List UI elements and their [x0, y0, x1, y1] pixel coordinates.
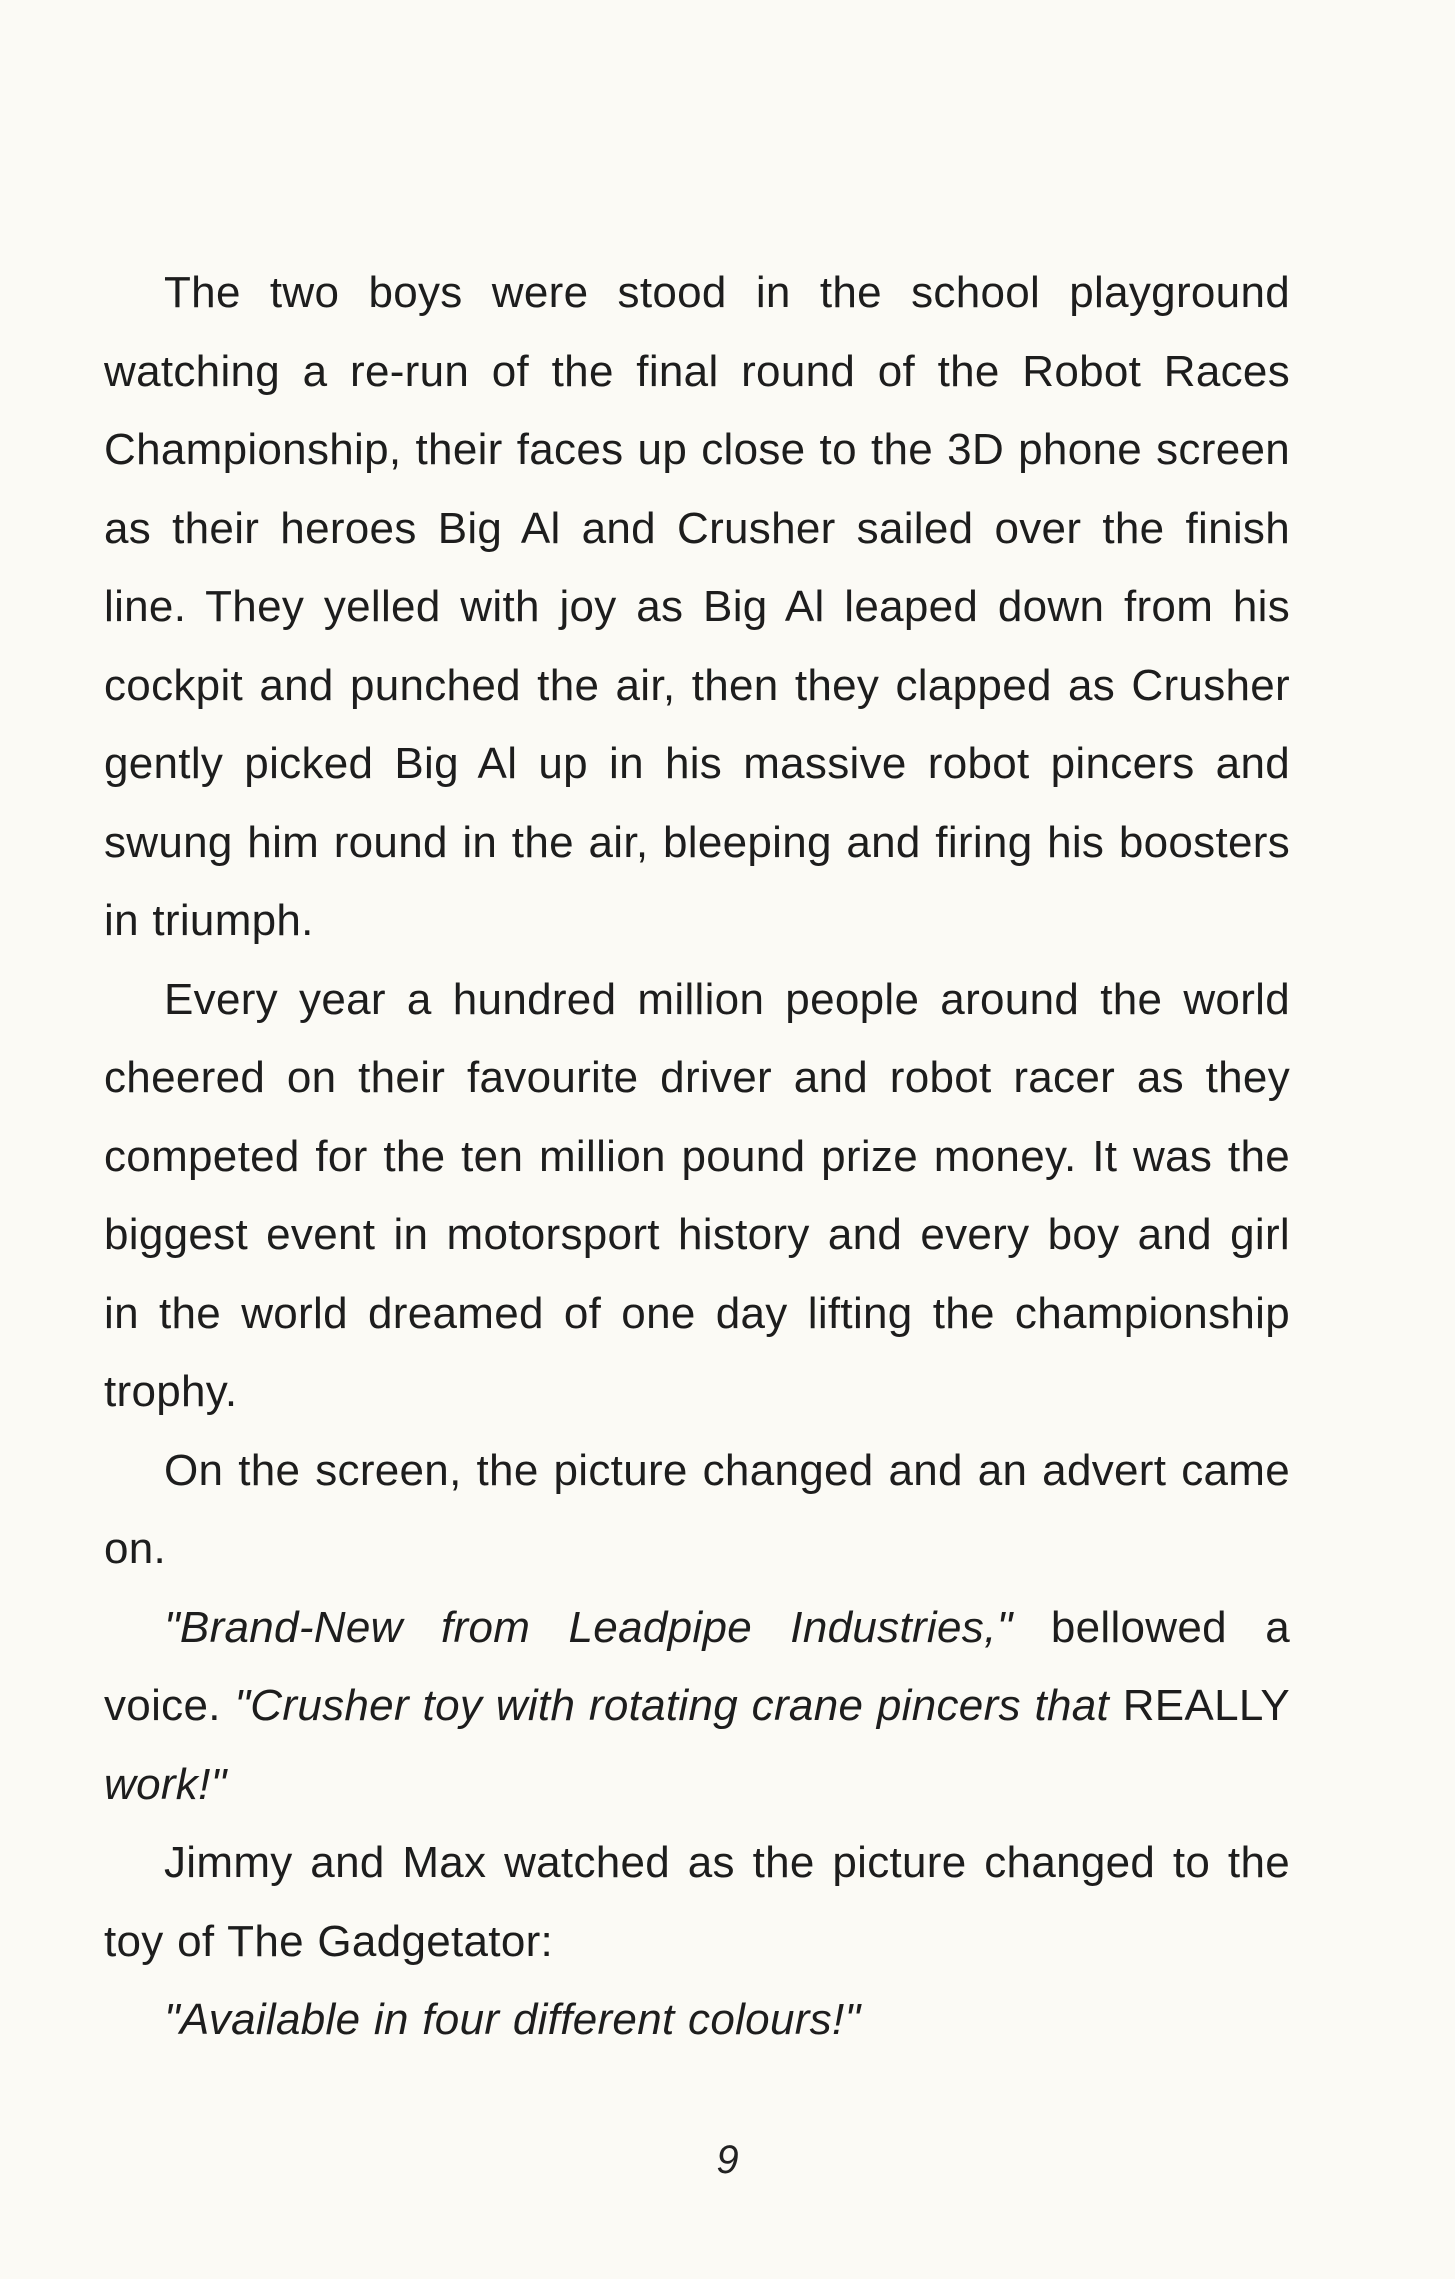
- advert-quote-1: "Brand-New from Leadpipe Industries,": [164, 1602, 1013, 1652]
- advert-quote-2: "Crusher toy with rotating crane pincers that: [234, 1681, 1123, 1730]
- body-text: [104, 254, 1290, 2060]
- narration-bellowed: bellowed a voice.: [104, 1602, 1290, 1730]
- advert-quote-colours: "Available in four different colours!": [164, 1995, 861, 2044]
- paragraph-5: Jimmy and Max watched as the picture changed to the toy of The Gadgetator:: [104, 1838, 1290, 1966]
- paragraph-1: The two boys were stood in the school playground watching a re-run of the final round of the Robot Races Championship, their faces up close to the 3D phone screen as their heroes Big Al and Crusher sailed over the finish line. They yelled with joy as Big Al leaped down from his cockpit and punched the air, then they clapped as Crusher gently picked Big Al up in his massive robot pincers and swung him round in the air, bleeping and firing his boosters in triumph.: [104, 268, 1290, 945]
- paragraph-3: On the screen, the picture changed and an advert came on.: [104, 1445, 1290, 1573]
- paragraph-2: Every year a hundred million people around the world cheered on their favourite driver and robot racer as they competed for the ten million pound prize money. It was the biggest event in motorsport history and every boy and girl in the world dreamed of one day lifting the championship trophy.: [104, 974, 1290, 1416]
- paragraph-4: [104, 1589, 1290, 1825]
- advert-quote-3: work!": [104, 1759, 227, 1809]
- paragraph-6: [104, 1981, 1290, 2060]
- page-number: 9: [716, 2138, 739, 2182]
- emphasis-really: REALLY: [1122, 1681, 1290, 1730]
